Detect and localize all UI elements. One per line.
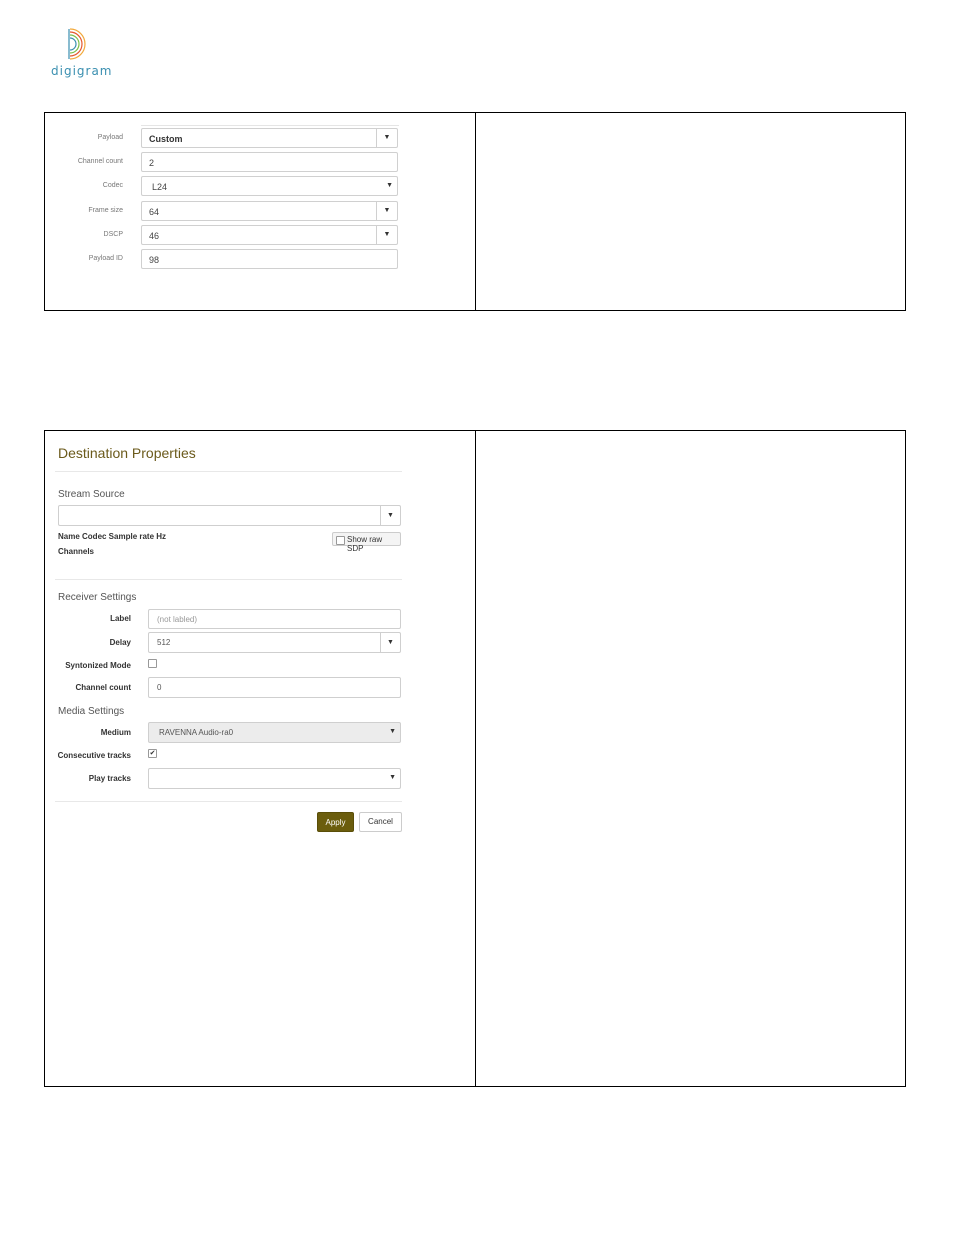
frame-size-value: 64: [149, 207, 160, 217]
channel-count-input[interactable]: [141, 152, 398, 172]
stream-meta-channels: Channels: [58, 547, 95, 556]
payload-row: [45, 128, 475, 150]
caret-down-icon[interactable]: ▼: [380, 633, 400, 652]
payload-id-input[interactable]: [141, 249, 398, 269]
dscp-value: 46: [149, 231, 160, 241]
apply-button[interactable]: Apply: [317, 812, 354, 832]
payload-id-label: Payload ID: [88, 255, 123, 262]
label-field-label: Label: [110, 614, 131, 623]
delay-label: Delay: [109, 638, 131, 647]
show-raw-sdp-label: Show raw SDP: [347, 535, 383, 553]
consecutive-tracks-checkbox[interactable]: ✔: [149, 750, 156, 757]
label-placeholder: (not labled): [157, 615, 198, 624]
caret-down-icon: ▼: [386, 182, 393, 189]
channel-count-row: [45, 152, 475, 174]
page-title: Destination Properties: [58, 445, 196, 461]
delay-dropdown[interactable]: [148, 632, 401, 653]
medium-select[interactable]: [148, 722, 401, 743]
payload-value: Custom: [149, 134, 183, 144]
payload-id-row: [45, 249, 475, 271]
form-top-divider: [141, 125, 399, 126]
caret-down-icon[interactable]: ▼: [376, 129, 397, 147]
channel-count-label-2: Channel count: [75, 683, 131, 692]
play-tracks-select[interactable]: [148, 768, 401, 789]
empty-description-cell-2: [476, 431, 906, 1087]
medium-value: RAVENNA Audio-ra0: [159, 728, 234, 737]
actions-divider: [55, 801, 402, 802]
codec-value: L24: [152, 182, 168, 192]
consecutive-tracks-label: Consecutive tracks: [57, 751, 131, 760]
logo-mark-icon: [64, 26, 104, 62]
destination-form-cell: [45, 431, 476, 1087]
channel-count-input-2[interactable]: [148, 677, 401, 698]
channel-count-label: Channel count: [77, 158, 123, 165]
payload-id-value: 98: [149, 255, 160, 265]
stream-meta-columns: Name Codec Sample rate Hz: [58, 532, 167, 541]
stream-source-heading: Stream Source: [58, 489, 125, 500]
channel-count-value-2: 0: [157, 683, 162, 692]
codec-label: Codec: [102, 182, 123, 189]
logo-text: digigram: [51, 64, 113, 78]
syntonized-mode-checkbox[interactable]: [148, 659, 157, 668]
syntonized-mode-label: Syntonized Mode: [65, 661, 131, 670]
receiver-settings-heading: Receiver Settings: [58, 592, 137, 603]
codec-settings-table: [44, 112, 906, 311]
codec-form-cell: [45, 113, 476, 311]
payload-label: Payload: [97, 134, 123, 141]
codec-select[interactable]: [141, 176, 398, 196]
frame-size-row: [45, 201, 475, 223]
dscp-dropdown[interactable]: [141, 225, 398, 245]
channel-count-value: 2: [149, 158, 155, 168]
media-settings-heading: Media Settings: [58, 706, 125, 717]
digigram-logo: [50, 26, 120, 82]
stream-source-dropdown[interactable]: [58, 505, 401, 526]
delay-value: 512: [157, 638, 171, 647]
medium-label: Medium: [100, 728, 131, 737]
title-divider: [55, 471, 402, 472]
show-raw-sdp-checkbox[interactable]: [336, 536, 345, 545]
cancel-button[interactable]: Cancel: [359, 812, 402, 832]
caret-down-icon[interactable]: ▼: [376, 202, 397, 220]
label-input[interactable]: [148, 609, 401, 629]
caret-down-icon: ▼: [389, 774, 396, 781]
dscp-row: [45, 225, 475, 247]
caret-down-icon: ▼: [389, 728, 396, 735]
dscp-label: DSCP: [103, 231, 123, 238]
frame-size-dropdown[interactable]: [141, 201, 398, 221]
empty-description-cell: [476, 113, 906, 311]
show-raw-sdp-toggle[interactable]: [332, 532, 401, 553]
frame-size-label: Frame size: [88, 207, 123, 214]
caret-down-icon[interactable]: ▼: [376, 226, 397, 244]
stream-divider: [55, 579, 402, 580]
destination-properties-table: [44, 430, 906, 1087]
caret-down-icon[interactable]: ▼: [380, 506, 400, 525]
play-tracks-label: Play tracks: [88, 774, 131, 783]
codec-row: [45, 176, 475, 198]
payload-dropdown[interactable]: [141, 128, 398, 148]
